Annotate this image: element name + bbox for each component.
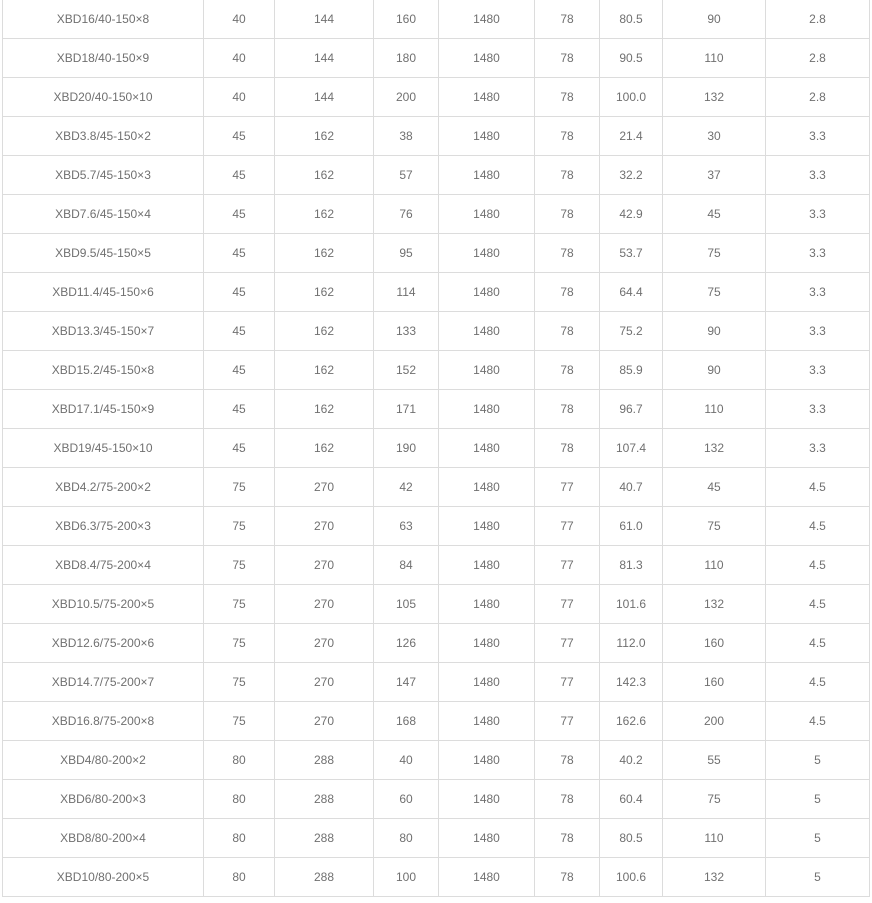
- col-7-cell: 42.9: [600, 195, 663, 234]
- speed-cell: 1480: [439, 312, 535, 351]
- col-6-cell: 78: [535, 819, 600, 858]
- model-cell: XBD13.3/45-150×7: [3, 312, 204, 351]
- speed-cell: 1480: [439, 195, 535, 234]
- col-8-cell: 160: [663, 663, 766, 702]
- col-8-cell: 37: [663, 156, 766, 195]
- col-4-cell: 114: [374, 273, 439, 312]
- col-9-cell: 3.3: [766, 156, 870, 195]
- col-7-cell: 107.4: [600, 429, 663, 468]
- col-8-cell: 90: [663, 312, 766, 351]
- speed-cell: 1480: [439, 819, 535, 858]
- col-4-cell: 42: [374, 468, 439, 507]
- model-cell: XBD12.6/75-200×6: [3, 624, 204, 663]
- col-9-cell: 4.5: [766, 702, 870, 741]
- col-7-cell: 61.0: [600, 507, 663, 546]
- table-row: [3, 819, 870, 858]
- table-row: [3, 156, 870, 195]
- speed-cell: 1480: [439, 624, 535, 663]
- col-8-cell: 30: [663, 117, 766, 156]
- speed-cell: 1480: [439, 858, 535, 897]
- col-9-cell: 3.3: [766, 117, 870, 156]
- col-3-cell: 144: [275, 78, 374, 117]
- model-cell: XBD8.4/75-200×4: [3, 546, 204, 585]
- col-7-cell: 40.7: [600, 468, 663, 507]
- speed-cell: 1480: [439, 0, 535, 39]
- col-6-cell: 78: [535, 429, 600, 468]
- col-2-cell: 75: [204, 663, 275, 702]
- table-row: [3, 858, 870, 897]
- col-4-cell: 80: [374, 819, 439, 858]
- speed-cell: 1480: [439, 585, 535, 624]
- col-3-cell: 270: [275, 624, 374, 663]
- col-2-cell: 45: [204, 195, 275, 234]
- speed-cell: 1480: [439, 156, 535, 195]
- col-4-cell: 160: [374, 0, 439, 39]
- col-2-cell: 45: [204, 273, 275, 312]
- col-9-cell: 5: [766, 858, 870, 897]
- col-3-cell: 144: [275, 39, 374, 78]
- col-2-cell: 75: [204, 585, 275, 624]
- table-row: [3, 0, 870, 39]
- col-6-cell: 78: [535, 39, 600, 78]
- col-8-cell: 110: [663, 546, 766, 585]
- col-8-cell: 110: [663, 390, 766, 429]
- model-cell: XBD14.7/75-200×7: [3, 663, 204, 702]
- col-8-cell: 75: [663, 273, 766, 312]
- col-7-cell: 32.2: [600, 156, 663, 195]
- col-2-cell: 40: [204, 78, 275, 117]
- col-7-cell: 21.4: [600, 117, 663, 156]
- col-9-cell: 2.8: [766, 78, 870, 117]
- col-3-cell: 288: [275, 819, 374, 858]
- table-row: [3, 39, 870, 78]
- col-3-cell: 162: [275, 312, 374, 351]
- col-8-cell: 75: [663, 234, 766, 273]
- col-8-cell: 132: [663, 858, 766, 897]
- col-3-cell: 162: [275, 156, 374, 195]
- table-row: [3, 195, 870, 234]
- col-9-cell: 5: [766, 819, 870, 858]
- model-cell: XBD10/80-200×5: [3, 858, 204, 897]
- col-4-cell: 147: [374, 663, 439, 702]
- table-row: [3, 117, 870, 156]
- speed-cell: 1480: [439, 702, 535, 741]
- col-6-cell: 78: [535, 234, 600, 273]
- col-4-cell: 40: [374, 741, 439, 780]
- model-cell: XBD9.5/45-150×5: [3, 234, 204, 273]
- col-7-cell: 60.4: [600, 780, 663, 819]
- table-row: [3, 390, 870, 429]
- col-4-cell: 190: [374, 429, 439, 468]
- table-row: [3, 507, 870, 546]
- col-7-cell: 75.2: [600, 312, 663, 351]
- speed-cell: 1480: [439, 234, 535, 273]
- table-row: [3, 312, 870, 351]
- col-8-cell: 160: [663, 624, 766, 663]
- table-row: [3, 780, 870, 819]
- col-2-cell: 45: [204, 390, 275, 429]
- col-3-cell: 270: [275, 663, 374, 702]
- col-9-cell: 3.3: [766, 273, 870, 312]
- col-6-cell: 77: [535, 546, 600, 585]
- model-cell: XBD11.4/45-150×6: [3, 273, 204, 312]
- col-3-cell: 162: [275, 390, 374, 429]
- col-9-cell: 3.3: [766, 234, 870, 273]
- table-row: [3, 702, 870, 741]
- col-3-cell: 270: [275, 585, 374, 624]
- col-9-cell: 4.5: [766, 546, 870, 585]
- table-row: [3, 468, 870, 507]
- col-6-cell: 78: [535, 858, 600, 897]
- col-2-cell: 45: [204, 234, 275, 273]
- col-6-cell: 77: [535, 624, 600, 663]
- model-cell: XBD16/40-150×8: [3, 0, 204, 39]
- col-9-cell: 3.3: [766, 195, 870, 234]
- col-4-cell: 76: [374, 195, 439, 234]
- model-cell: XBD6/80-200×3: [3, 780, 204, 819]
- col-9-cell: 3.3: [766, 312, 870, 351]
- col-3-cell: 288: [275, 780, 374, 819]
- speed-cell: 1480: [439, 546, 535, 585]
- col-6-cell: 78: [535, 117, 600, 156]
- col-6-cell: 77: [535, 585, 600, 624]
- model-cell: XBD3.8/45-150×2: [3, 117, 204, 156]
- col-9-cell: 4.5: [766, 585, 870, 624]
- model-cell: XBD4.2/75-200×2: [3, 468, 204, 507]
- speed-cell: 1480: [439, 351, 535, 390]
- col-3-cell: 162: [275, 234, 374, 273]
- col-7-cell: 40.2: [600, 741, 663, 780]
- col-9-cell: 4.5: [766, 468, 870, 507]
- col-9-cell: 4.5: [766, 663, 870, 702]
- speed-cell: 1480: [439, 39, 535, 78]
- table-row: [3, 273, 870, 312]
- col-8-cell: 110: [663, 39, 766, 78]
- col-9-cell: 5: [766, 741, 870, 780]
- col-3-cell: 288: [275, 858, 374, 897]
- col-8-cell: 200: [663, 702, 766, 741]
- col-2-cell: 75: [204, 702, 275, 741]
- col-4-cell: 152: [374, 351, 439, 390]
- col-2-cell: 80: [204, 858, 275, 897]
- col-7-cell: 80.5: [600, 819, 663, 858]
- col-2-cell: 45: [204, 312, 275, 351]
- col-2-cell: 75: [204, 624, 275, 663]
- speed-cell: 1480: [439, 663, 535, 702]
- col-6-cell: 77: [535, 702, 600, 741]
- col-2-cell: 40: [204, 0, 275, 39]
- col-7-cell: 100.6: [600, 858, 663, 897]
- col-7-cell: 101.6: [600, 585, 663, 624]
- col-8-cell: 45: [663, 468, 766, 507]
- table-row: [3, 663, 870, 702]
- table-row: [3, 585, 870, 624]
- col-4-cell: 168: [374, 702, 439, 741]
- col-2-cell: 75: [204, 546, 275, 585]
- col-2-cell: 45: [204, 117, 275, 156]
- col-9-cell: 4.5: [766, 507, 870, 546]
- col-9-cell: 2.8: [766, 0, 870, 39]
- col-4-cell: 38: [374, 117, 439, 156]
- col-7-cell: 96.7: [600, 390, 663, 429]
- col-8-cell: 132: [663, 585, 766, 624]
- col-6-cell: 78: [535, 780, 600, 819]
- col-7-cell: 85.9: [600, 351, 663, 390]
- col-7-cell: 64.4: [600, 273, 663, 312]
- model-cell: XBD20/40-150×10: [3, 78, 204, 117]
- col-2-cell: 80: [204, 819, 275, 858]
- col-8-cell: 90: [663, 0, 766, 39]
- model-cell: XBD15.2/45-150×8: [3, 351, 204, 390]
- col-8-cell: 132: [663, 78, 766, 117]
- col-3-cell: 162: [275, 195, 374, 234]
- col-3-cell: 270: [275, 546, 374, 585]
- model-cell: XBD5.7/45-150×3: [3, 156, 204, 195]
- table-row: [3, 624, 870, 663]
- table-body: [3, 0, 870, 897]
- col-9-cell: 2.8: [766, 39, 870, 78]
- col-4-cell: 95: [374, 234, 439, 273]
- col-7-cell: 90.5: [600, 39, 663, 78]
- col-4-cell: 100: [374, 858, 439, 897]
- col-7-cell: 81.3: [600, 546, 663, 585]
- col-4-cell: 180: [374, 39, 439, 78]
- col-3-cell: 270: [275, 507, 374, 546]
- col-3-cell: 288: [275, 741, 374, 780]
- col-8-cell: 90: [663, 351, 766, 390]
- table-row: [3, 234, 870, 273]
- col-4-cell: 133: [374, 312, 439, 351]
- col-9-cell: 5: [766, 780, 870, 819]
- model-cell: XBD6.3/75-200×3: [3, 507, 204, 546]
- speed-cell: 1480: [439, 507, 535, 546]
- table-row: [3, 351, 870, 390]
- col-8-cell: 75: [663, 780, 766, 819]
- col-2-cell: 75: [204, 507, 275, 546]
- col-6-cell: 77: [535, 663, 600, 702]
- model-cell: XBD10.5/75-200×5: [3, 585, 204, 624]
- model-cell: XBD16.8/75-200×8: [3, 702, 204, 741]
- col-8-cell: 45: [663, 195, 766, 234]
- speed-cell: 1480: [439, 117, 535, 156]
- speed-cell: 1480: [439, 780, 535, 819]
- col-4-cell: 84: [374, 546, 439, 585]
- col-6-cell: 78: [535, 78, 600, 117]
- col-3-cell: 144: [275, 0, 374, 39]
- col-7-cell: 100.0: [600, 78, 663, 117]
- col-7-cell: 80.5: [600, 0, 663, 39]
- col-4-cell: 126: [374, 624, 439, 663]
- col-6-cell: 78: [535, 390, 600, 429]
- col-2-cell: 75: [204, 468, 275, 507]
- col-2-cell: 45: [204, 351, 275, 390]
- col-4-cell: 171: [374, 390, 439, 429]
- col-9-cell: 4.5: [766, 624, 870, 663]
- col-4-cell: 57: [374, 156, 439, 195]
- col-4-cell: 105: [374, 585, 439, 624]
- table-row: [3, 78, 870, 117]
- col-2-cell: 80: [204, 780, 275, 819]
- spec-table-container: [2, 0, 870, 897]
- col-6-cell: 78: [535, 0, 600, 39]
- col-2-cell: 45: [204, 156, 275, 195]
- model-cell: XBD18/40-150×9: [3, 39, 204, 78]
- col-3-cell: 162: [275, 351, 374, 390]
- col-4-cell: 63: [374, 507, 439, 546]
- col-7-cell: 53.7: [600, 234, 663, 273]
- col-6-cell: 78: [535, 273, 600, 312]
- model-cell: XBD8/80-200×4: [3, 819, 204, 858]
- model-cell: XBD7.6/45-150×4: [3, 195, 204, 234]
- col-6-cell: 78: [535, 195, 600, 234]
- table-row: [3, 546, 870, 585]
- col-8-cell: 110: [663, 819, 766, 858]
- model-cell: XBD17.1/45-150×9: [3, 390, 204, 429]
- speed-cell: 1480: [439, 741, 535, 780]
- col-4-cell: 60: [374, 780, 439, 819]
- col-4-cell: 200: [374, 78, 439, 117]
- col-6-cell: 78: [535, 156, 600, 195]
- table-row: [3, 741, 870, 780]
- col-6-cell: 78: [535, 351, 600, 390]
- col-9-cell: 3.3: [766, 351, 870, 390]
- col-7-cell: 162.6: [600, 702, 663, 741]
- col-3-cell: 162: [275, 117, 374, 156]
- speed-cell: 1480: [439, 468, 535, 507]
- model-cell: XBD19/45-150×10: [3, 429, 204, 468]
- col-3-cell: 162: [275, 429, 374, 468]
- pump-spec-table: [2, 0, 870, 897]
- col-7-cell: 112.0: [600, 624, 663, 663]
- speed-cell: 1480: [439, 78, 535, 117]
- speed-cell: 1480: [439, 429, 535, 468]
- speed-cell: 1480: [439, 390, 535, 429]
- model-cell: XBD4/80-200×2: [3, 741, 204, 780]
- col-8-cell: 75: [663, 507, 766, 546]
- col-6-cell: 77: [535, 468, 600, 507]
- col-6-cell: 78: [535, 741, 600, 780]
- col-8-cell: 55: [663, 741, 766, 780]
- col-2-cell: 40: [204, 39, 275, 78]
- col-3-cell: 270: [275, 702, 374, 741]
- speed-cell: 1480: [439, 273, 535, 312]
- col-8-cell: 132: [663, 429, 766, 468]
- col-2-cell: 80: [204, 741, 275, 780]
- table-row: [3, 429, 870, 468]
- col-9-cell: 3.3: [766, 429, 870, 468]
- col-3-cell: 162: [275, 273, 374, 312]
- col-2-cell: 45: [204, 429, 275, 468]
- col-3-cell: 270: [275, 468, 374, 507]
- col-7-cell: 142.3: [600, 663, 663, 702]
- col-6-cell: 77: [535, 507, 600, 546]
- col-9-cell: 3.3: [766, 390, 870, 429]
- col-6-cell: 78: [535, 312, 600, 351]
